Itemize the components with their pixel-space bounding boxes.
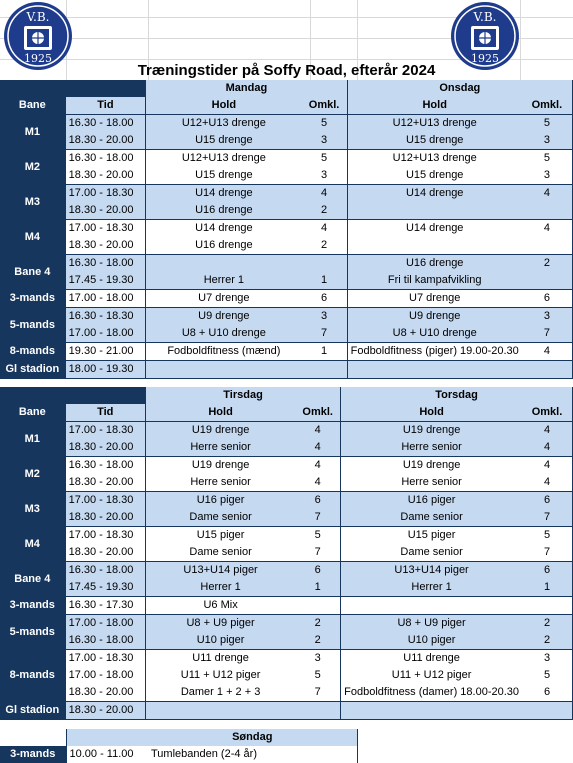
team-cell: U12+U13 drenge <box>347 150 522 168</box>
omkl-cell: 4 <box>522 474 572 492</box>
omkl-cell: 2 <box>522 255 573 273</box>
table-row <box>0 308 573 326</box>
bane-label: 8-mands <box>0 343 65 361</box>
team-cell: U11 + U12 piger <box>341 667 522 684</box>
table-row <box>0 167 573 185</box>
time-cell: 18.30 - 20.00 <box>65 474 145 492</box>
omkl-cell: 2 <box>302 237 348 255</box>
team-cell <box>347 237 522 255</box>
team-cell: Herre senior <box>145 439 295 457</box>
omkl-cell: 4 <box>302 220 348 238</box>
team-cell: U6 Mix <box>145 597 295 615</box>
team-cell: U16 drenge <box>146 237 302 255</box>
corner-cell <box>0 80 65 97</box>
omkl-cell: 4 <box>522 220 573 238</box>
team-cell <box>341 597 522 615</box>
omkl-cell: 6 <box>522 492 572 510</box>
team-cell: Herrer 1 <box>145 579 295 597</box>
time-cell: 17.00 - 18.30 <box>65 527 145 545</box>
omkl-cell: 4 <box>302 185 348 203</box>
omkl-cell: 2 <box>295 632 340 650</box>
omkl-cell: 7 <box>522 544 572 562</box>
omkl-cell: 2 <box>295 615 340 633</box>
time-cell: 17.00 - 18.30 <box>65 220 146 238</box>
col-header-omkl: Omkl. <box>522 97 573 115</box>
omkl-cell: 7 <box>295 684 340 702</box>
team-cell <box>146 255 302 273</box>
bane-label: Gl stadion <box>0 702 65 720</box>
table-row <box>0 439 573 457</box>
time-cell: 18.30 - 20.00 <box>65 544 145 562</box>
omkl-cell <box>522 237 573 255</box>
day-header-sondag: Søndag <box>148 729 357 746</box>
day-header-torsdag: Torsdag <box>341 387 573 404</box>
bane-label: Bane 4 <box>0 562 65 597</box>
time-cell: 17.45 - 19.30 <box>65 579 145 597</box>
omkl-cell: 5 <box>302 115 348 133</box>
time-cell: 17.00 - 18.00 <box>65 667 145 684</box>
time-cell: 18.30 - 20.00 <box>65 702 145 720</box>
team-cell <box>146 361 302 379</box>
omkl-cell <box>295 702 340 720</box>
omkl-cell: 6 <box>522 684 572 702</box>
table-row <box>0 272 573 290</box>
omkl-cell: 3 <box>302 308 348 326</box>
col-header-hold: Hold <box>146 97 302 115</box>
bane-label: M2 <box>0 150 65 185</box>
table-row <box>0 361 573 379</box>
table-row <box>0 579 573 597</box>
time-cell: 17.00 - 18.30 <box>65 422 145 440</box>
day-header-row <box>0 80 573 97</box>
table-row <box>0 343 573 361</box>
team-cell: U16 piger <box>341 492 522 510</box>
column-header-row <box>0 97 573 115</box>
team-cell: U9 drenge <box>146 308 302 326</box>
omkl-cell: 4 <box>295 457 340 475</box>
team-cell: U14 drenge <box>146 185 302 203</box>
time-cell: 18.00 - 19.30 <box>65 361 146 379</box>
team-cell: Dame senior <box>341 509 522 527</box>
table-row <box>0 150 573 168</box>
team-cell: Dame senior <box>341 544 522 562</box>
omkl-cell: 6 <box>522 290 573 308</box>
team-cell: U14 drenge <box>347 185 522 203</box>
schedule-table-sun <box>0 729 573 763</box>
omkl-cell: 5 <box>522 150 573 168</box>
omkl-cell: 4 <box>295 422 340 440</box>
omkl-cell: 6 <box>295 562 340 580</box>
omkl-cell: 7 <box>522 325 573 343</box>
table-row <box>0 220 573 238</box>
svg-text:1925: 1925 <box>471 52 499 65</box>
bane-label: Bane 4 <box>0 255 65 290</box>
omkl-cell <box>302 255 348 273</box>
omkl-cell <box>522 272 573 290</box>
team-cell <box>347 361 522 379</box>
bane-label: M2 <box>0 457 65 492</box>
bane-label: 3-mands <box>0 290 65 308</box>
page-title: Træningstider på Soffy Road, efterår 2024 <box>137 62 436 79</box>
table-row <box>0 492 573 510</box>
omkl-cell: 1 <box>522 579 572 597</box>
col-header-tid: Tid <box>65 404 145 422</box>
team-cell: U8 + U10 drenge <box>146 325 302 343</box>
table-row <box>0 237 573 255</box>
team-cell: U16 piger <box>145 492 295 510</box>
table-row <box>0 457 573 475</box>
team-cell <box>341 702 522 720</box>
table-row <box>0 615 573 633</box>
col-header-omkl: Omkl. <box>295 404 340 422</box>
day-header-tirsdag: Tirsdag <box>145 387 340 404</box>
bane-label: 3-mands <box>0 597 65 615</box>
svg-text:V.B.: V.B. <box>473 10 497 24</box>
time-cell: 16.30 - 18.00 <box>65 115 146 133</box>
team-cell: Fodboldfitness (damer) 18.00-20.30 <box>341 684 522 702</box>
time-cell: 17.00 - 18.00 <box>65 325 146 343</box>
time-cell: 16.30 - 18.00 <box>65 632 145 650</box>
team-cell <box>145 702 295 720</box>
team-cell: U19 drenge <box>145 422 295 440</box>
omkl-cell: 4 <box>295 474 340 492</box>
omkl-cell: 2 <box>522 632 572 650</box>
col-header-hold: Hold <box>347 97 522 115</box>
omkl-cell: 6 <box>302 290 348 308</box>
table-row <box>0 132 573 150</box>
bane-label: M3 <box>0 185 65 220</box>
team-cell: U15 drenge <box>146 132 302 150</box>
omkl-cell: 5 <box>295 667 340 684</box>
omkl-cell: 7 <box>295 544 340 562</box>
team-cell: U10 piger <box>145 632 295 650</box>
omkl-cell: 3 <box>522 650 572 668</box>
bane-label: 5-mands <box>0 308 65 343</box>
corner-cell <box>65 80 146 97</box>
omkl-cell <box>302 361 348 379</box>
time-cell: 16.30 - 18.00 <box>65 562 145 580</box>
omkl-cell: 3 <box>522 132 573 150</box>
team-cell: U7 drenge <box>146 290 302 308</box>
team-cell: U8 + U9 piger <box>145 615 295 633</box>
bane-label: 5-mands <box>0 615 65 650</box>
table-row <box>0 185 573 203</box>
omkl-cell: 7 <box>522 509 572 527</box>
bane-label: M3 <box>0 492 65 527</box>
table-row <box>0 702 573 720</box>
time-cell: 18.30 - 20.00 <box>65 439 145 457</box>
day-header-onsdag: Onsdag <box>347 80 572 97</box>
table-row <box>0 325 573 343</box>
team-cell: U14 drenge <box>347 220 522 238</box>
team-cell: U13+U14 piger <box>145 562 295 580</box>
header-row <box>0 729 573 746</box>
time-cell: 19.30 - 21.00 <box>65 343 146 361</box>
time-cell: 16.30 - 18.00 <box>65 457 145 475</box>
team-cell: U19 drenge <box>341 422 522 440</box>
omkl-cell: 5 <box>522 527 572 545</box>
day-header-row <box>0 387 573 404</box>
team-cell: U11 + U12 piger <box>145 667 295 684</box>
table-row <box>0 650 573 668</box>
svg-text:1925: 1925 <box>24 52 52 65</box>
omkl-cell: 1 <box>295 579 340 597</box>
table-row <box>0 684 573 702</box>
team-cell: Fri til kampafvikling <box>347 272 522 290</box>
omkl-cell <box>295 597 340 615</box>
team-cell: U12+U13 drenge <box>146 115 302 133</box>
omkl-cell: 6 <box>295 492 340 510</box>
team-cell: Herrer 1 <box>146 272 302 290</box>
omkl-cell: 4 <box>522 185 573 203</box>
team-cell: Herre senior <box>145 474 295 492</box>
time-cell: 17.00 - 18.30 <box>65 650 145 668</box>
omkl-cell: 7 <box>302 325 348 343</box>
team-cell <box>347 202 522 220</box>
omkl-cell: 6 <box>522 562 572 580</box>
team-cell: U19 drenge <box>145 457 295 475</box>
team-cell: U15 drenge <box>146 167 302 185</box>
table-row <box>0 746 573 763</box>
omkl-cell: 3 <box>295 650 340 668</box>
team-cell: U15 piger <box>341 527 522 545</box>
table-row <box>0 527 573 545</box>
omkl-cell: 3 <box>522 308 573 326</box>
table-row <box>0 632 573 650</box>
col-header-hold: Hold <box>145 404 295 422</box>
time-cell: 18.30 - 20.00 <box>65 167 146 185</box>
table-row <box>0 115 573 133</box>
omkl-cell: 1 <box>302 343 348 361</box>
team-cell: Fodboldfitness (piger) 19.00-20.30 <box>347 343 522 361</box>
omkl-cell: 5 <box>302 150 348 168</box>
table-row <box>0 562 573 580</box>
team-cell: U19 drenge <box>341 457 522 475</box>
team-cell: Tumlebanden (2-4 år) <box>148 746 357 763</box>
table-row <box>0 597 573 615</box>
time-cell: 10.00 - 11.00 <box>66 746 148 763</box>
table-row <box>0 290 573 308</box>
table-row <box>0 255 573 273</box>
team-cell: U9 drenge <box>347 308 522 326</box>
omkl-cell: 7 <box>295 509 340 527</box>
bane-label: M4 <box>0 220 65 255</box>
table-row <box>0 202 573 220</box>
team-cell: U16 drenge <box>146 202 302 220</box>
omkl-cell: 5 <box>295 527 340 545</box>
team-cell: U15 drenge <box>347 167 522 185</box>
col-header-bane: Bane <box>0 97 65 115</box>
time-cell: 18.30 - 20.00 <box>65 132 146 150</box>
corner-cell <box>0 387 65 404</box>
team-cell: U14 drenge <box>146 220 302 238</box>
corner-cell <box>65 387 145 404</box>
schedule-table-mon-wed <box>0 80 573 379</box>
col-header-tid: Tid <box>65 97 146 115</box>
time-cell: 18.30 - 20.00 <box>65 237 146 255</box>
time-cell: 18.30 - 20.00 <box>65 509 145 527</box>
bane-label: M1 <box>0 115 65 150</box>
time-cell: 18.30 - 20.00 <box>65 202 146 220</box>
team-cell: U7 drenge <box>347 290 522 308</box>
time-cell: 17.00 - 18.00 <box>65 615 145 633</box>
bane-label: Gl stadion <box>0 361 65 379</box>
team-cell: Herrer 1 <box>341 579 522 597</box>
col-header-omkl: Omkl. <box>522 404 572 422</box>
table-row <box>0 474 573 492</box>
team-cell: Dame senior <box>145 544 295 562</box>
team-cell: U11 drenge <box>341 650 522 668</box>
omkl-cell <box>522 702 572 720</box>
bane-label: M1 <box>0 422 65 457</box>
team-cell: U8 + U9 piger <box>341 615 522 633</box>
team-cell: Herre senior <box>341 439 522 457</box>
omkl-cell <box>522 361 573 379</box>
omkl-cell <box>522 597 572 615</box>
table-row <box>0 544 573 562</box>
team-cell: U12+U13 drenge <box>146 150 302 168</box>
omkl-cell: 4 <box>522 439 572 457</box>
time-cell: 16.30 - 18.00 <box>65 150 146 168</box>
team-cell: U15 drenge <box>347 132 522 150</box>
team-cell: U11 drenge <box>145 650 295 668</box>
omkl-cell: 4 <box>522 457 572 475</box>
omkl-cell: 4 <box>295 439 340 457</box>
table-row <box>0 509 573 527</box>
team-cell: U10 piger <box>341 632 522 650</box>
col-header-hold: Hold <box>341 404 522 422</box>
team-cell: U13+U14 piger <box>341 562 522 580</box>
omkl-cell: 2 <box>302 202 348 220</box>
day-header-mandag: Mandag <box>146 80 347 97</box>
omkl-cell: 2 <box>522 615 572 633</box>
schedule-table-tue-thu <box>0 387 573 720</box>
team-cell: Dame senior <box>145 509 295 527</box>
col-header-omkl: Omkl. <box>302 97 348 115</box>
time-cell: 16.30 - 17.30 <box>65 597 145 615</box>
time-cell: 17.45 - 19.30 <box>65 272 146 290</box>
time-cell: 16.30 - 18.00 <box>65 255 146 273</box>
omkl-cell <box>522 202 573 220</box>
omkl-cell: 3 <box>302 132 348 150</box>
omkl-cell: 3 <box>522 167 573 185</box>
svg-text:V.B.: V.B. <box>26 10 50 24</box>
bane-label: 3-mands <box>0 746 66 763</box>
column-header-row <box>0 404 573 422</box>
table-row <box>0 422 573 440</box>
bane-label: 8-mands <box>0 650 65 702</box>
time-cell: 17.00 - 18.00 <box>65 290 146 308</box>
omkl-cell: 4 <box>522 422 572 440</box>
time-cell: 18.30 - 20.00 <box>65 684 145 702</box>
col-header-bane: Bane <box>0 404 65 422</box>
team-cell: Fodboldfitness (mænd) <box>146 343 302 361</box>
bane-label: M4 <box>0 527 65 562</box>
team-cell: U8 + U10 drenge <box>347 325 522 343</box>
omkl-cell: 5 <box>522 667 572 684</box>
time-cell: 17.00 - 18.30 <box>65 492 145 510</box>
omkl-cell: 4 <box>522 343 573 361</box>
team-cell: U16 drenge <box>347 255 522 273</box>
team-cell: Damer 1 + 2 + 3 <box>145 684 295 702</box>
omkl-cell: 5 <box>522 115 573 133</box>
team-cell: U12+U13 drenge <box>347 115 522 133</box>
time-cell: 17.00 - 18.30 <box>65 185 146 203</box>
omkl-cell: 3 <box>302 167 348 185</box>
table-row <box>0 667 573 684</box>
time-cell: 16.30 - 18.30 <box>65 308 146 326</box>
team-cell: Herre senior <box>341 474 522 492</box>
team-cell: U15 piger <box>145 527 295 545</box>
omkl-cell: 1 <box>302 272 348 290</box>
